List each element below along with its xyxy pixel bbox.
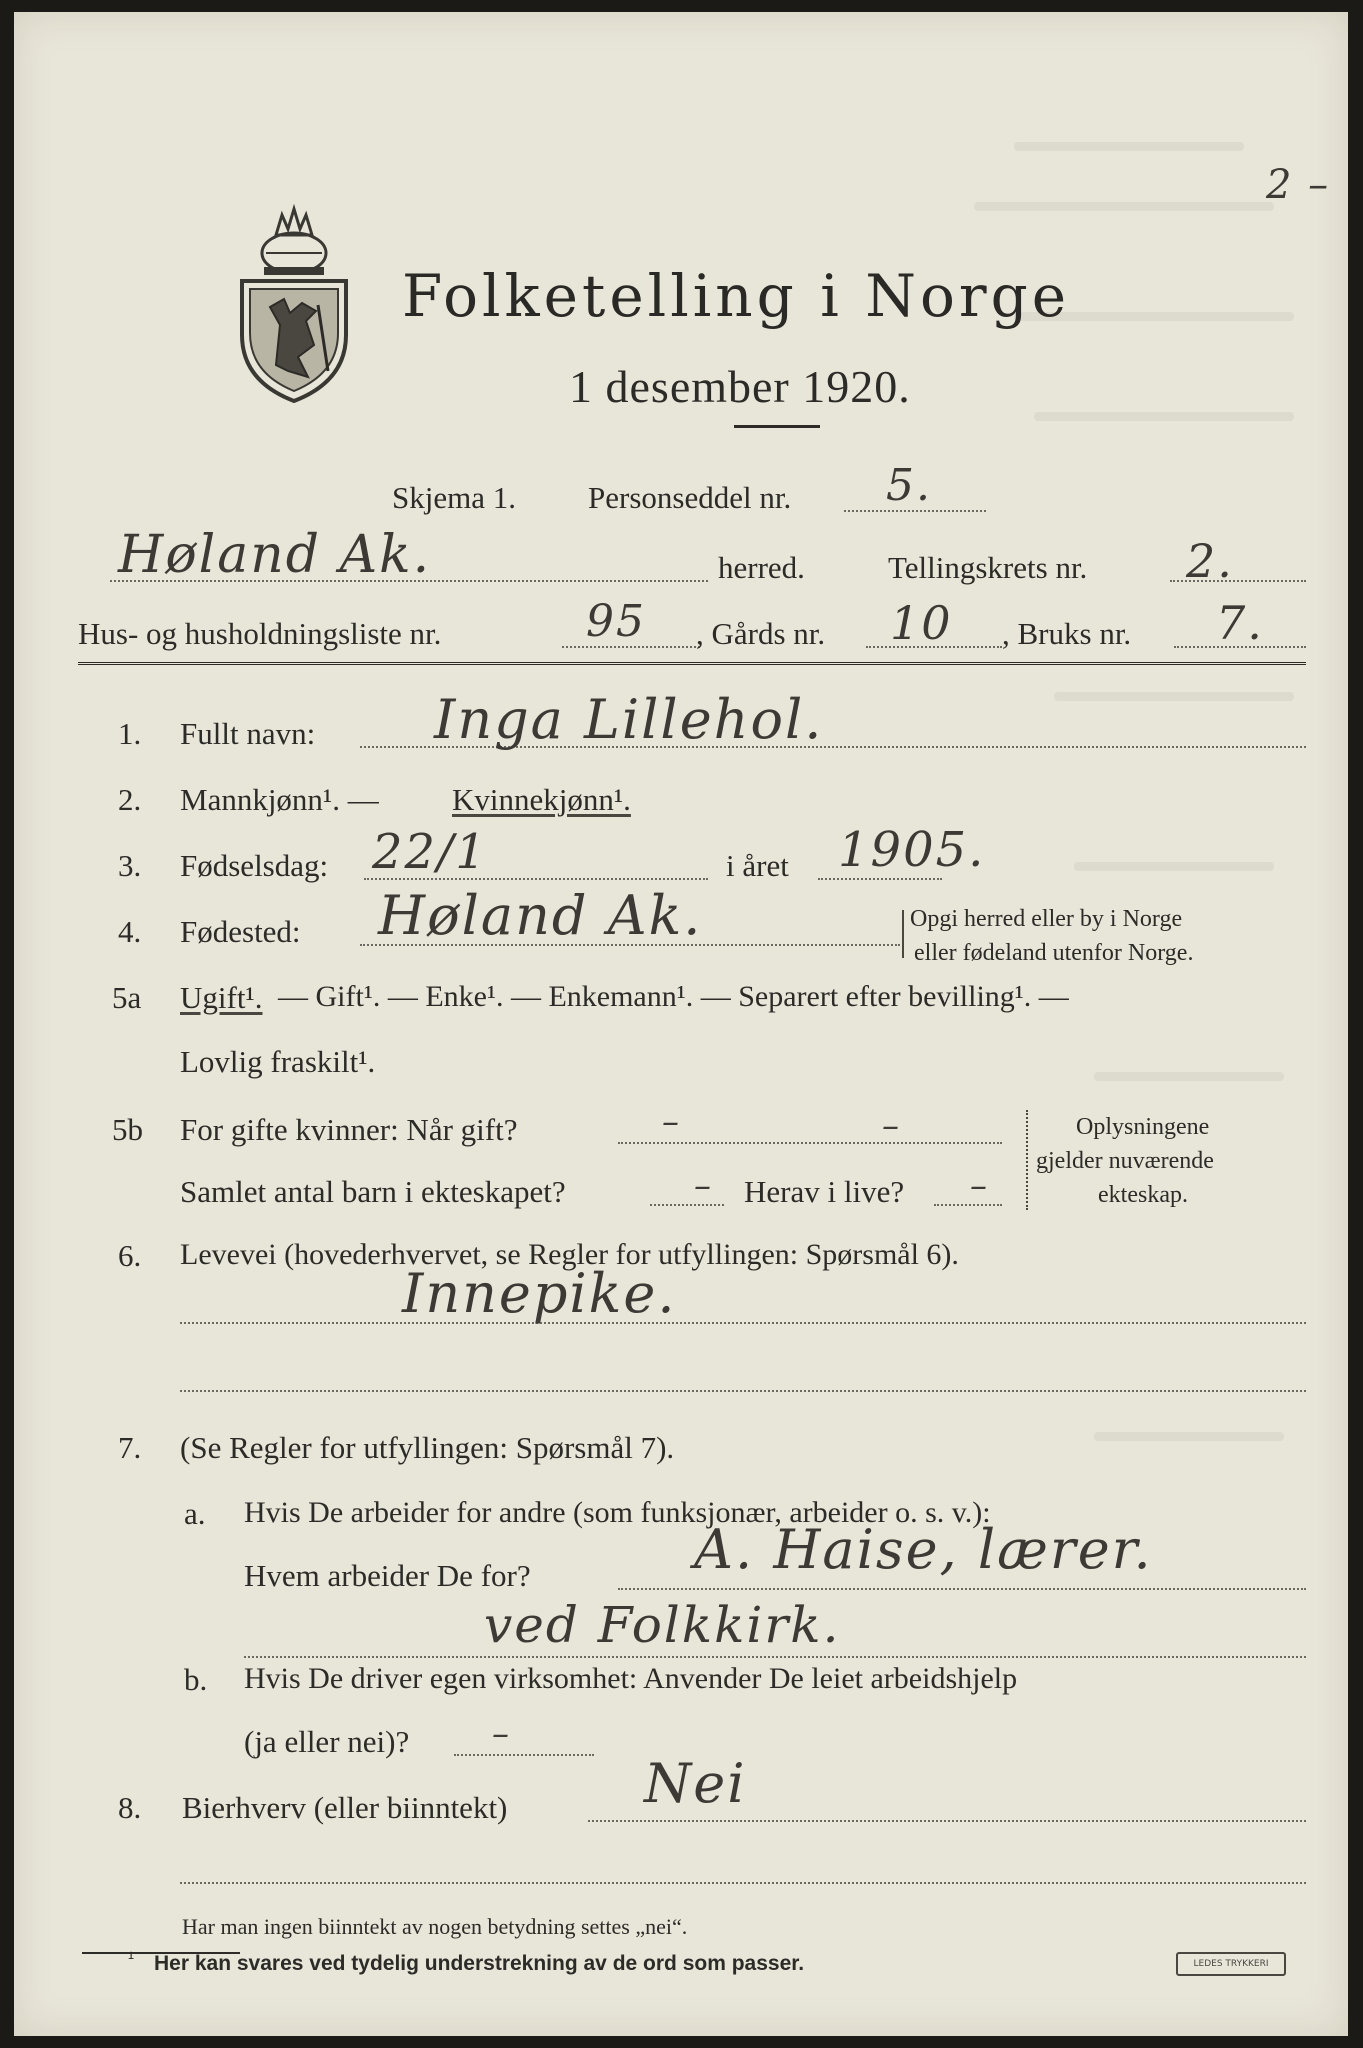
personseddel-label: Personseddel nr.	[588, 480, 792, 515]
q7-number: 7.	[118, 1430, 142, 1465]
hired-help-value: –	[492, 1714, 511, 1754]
birthday-value: 22/1	[372, 824, 488, 880]
employer-line-2	[244, 1656, 1306, 1658]
q1-number: 1.	[118, 716, 142, 751]
side-income-line-2	[180, 1882, 1306, 1884]
printer-stamp-text: LEDES TRYKKERI	[1193, 1959, 1269, 1969]
children-value: –	[694, 1166, 713, 1206]
q8-number: 8.	[118, 1790, 142, 1825]
bruks-label: , Bruks nr.	[1002, 616, 1132, 651]
q5b-children-label: Samlet antal barn i ekteskapet?	[180, 1174, 566, 1209]
marital-ugift-wrap	[180, 980, 262, 1016]
form-title: Folketelling i Norge	[402, 262, 1071, 330]
no-income-note: Har man ingen biinntekt av nogen betydning settes „nei“.	[182, 1914, 688, 1939]
q5b-side-note-3: ekteskap.	[1098, 1182, 1188, 1208]
q6-number: 6.	[118, 1238, 142, 1273]
occupation-value: Innepike.	[402, 1262, 677, 1325]
marital-other-options: — Gift¹. — Enke¹. — Enkemann¹. — Separert efter bevilling¹. —	[278, 980, 1069, 1013]
q7-label: (Se Regler for utfyllingen: Spørsmål 7).	[180, 1430, 675, 1465]
employer-line	[618, 1588, 1306, 1590]
q7b-question: (ja eller nei)?	[244, 1724, 410, 1759]
married-when-value-2: –	[882, 1106, 901, 1146]
employer-value: A. Haise, lærer.	[694, 1518, 1153, 1581]
q5b-alive-label: Herav i live?	[744, 1174, 905, 1209]
birthplace-hint-1: Opgi herred eller by i Norge	[910, 906, 1183, 932]
herred-label: herred.	[718, 550, 805, 585]
gender-female-wrap	[452, 782, 631, 818]
q5b-married-label: For gifte kvinner: Når gift?	[180, 1112, 518, 1147]
hus-label: Hus- og husholdningsliste nr.	[78, 616, 442, 651]
birthplace-hint-brace	[902, 910, 904, 958]
alive-line	[934, 1204, 1002, 1206]
tellingskrets-value: 2.	[1186, 534, 1234, 588]
q7a-question: Hvem arbeider De for?	[244, 1558, 531, 1593]
side-income-line	[588, 1820, 1306, 1822]
q1-label: Fullt navn:	[180, 716, 316, 751]
q3-label: Fødselsdag:	[180, 848, 329, 883]
alive-value: –	[970, 1166, 989, 1206]
occupation-line	[180, 1322, 1306, 1324]
corner-mark: 2 –	[1266, 162, 1331, 208]
q7a-label: Hvis De arbeider for andre (som funksjonær, arbeider o. s. v.):	[244, 1496, 991, 1529]
q5b-side-note-1: Oplysningene	[1076, 1114, 1210, 1140]
q5b-side-brace	[1026, 1110, 1028, 1210]
year-label: i året	[726, 848, 789, 883]
title-divider	[734, 425, 820, 428]
q6-label: Levevei (hovederhvervet, se Regler for utfyllingen: Spørsmål 6).	[180, 1238, 959, 1271]
q5b-side-note-2: gjelder nuværende	[1036, 1148, 1214, 1174]
q7a-letter: a.	[184, 1496, 206, 1531]
marital-ugift-option: Ugift¹.	[180, 980, 263, 1015]
q4-label: Fødested:	[180, 914, 301, 949]
hus-value: 95	[586, 596, 646, 647]
q7b-label: Hvis De driver egen virksomhet: Anvender De leiet arbeidshjelp	[244, 1662, 1018, 1695]
tellingskrets-label: Tellingskrets nr.	[888, 550, 1088, 585]
birthplace-hint-2: eller fødeland utenfor Norge.	[914, 940, 1194, 966]
skjema-label: Skjema 1.	[392, 480, 516, 515]
coat-of-arms-icon	[236, 195, 352, 405]
q5a-number: 5a	[112, 980, 142, 1015]
header-separator	[78, 662, 1306, 665]
footnote-text: Her kan svares ved tydelig understrekning av de ord som passer.	[154, 1952, 805, 1975]
q5b-number: 5b	[112, 1112, 143, 1147]
birthplace-value: Høland Ak.	[378, 884, 703, 947]
employer-value-2: ved Folkkirk.	[484, 1596, 841, 1654]
gards-value: 10	[890, 596, 953, 650]
bruks-value: 7.	[1216, 596, 1264, 650]
married-when-value: –	[662, 1102, 681, 1142]
birth-year-value: 1905.	[838, 822, 986, 878]
hired-help-line	[454, 1754, 594, 1756]
married-when-line	[618, 1142, 1002, 1144]
q3-number: 3.	[118, 848, 142, 883]
gards-label: , Gårds nr.	[696, 616, 826, 651]
gender-female-option: Kvinnekjønn¹.	[452, 782, 631, 817]
year-line	[818, 878, 942, 880]
q8-label: Bierhverv (eller biinntekt)	[182, 1790, 508, 1825]
personseddel-value: 5.	[886, 460, 932, 511]
occupation-line-2	[180, 1390, 1306, 1392]
census-date: 1 desember 1920.	[569, 361, 911, 412]
gender-male-option: Mannkjønn¹. —	[180, 782, 379, 817]
census-form-page	[14, 12, 1348, 2036]
marital-fraskilt-option: Lovlig fraskilt¹.	[180, 1044, 376, 1079]
q4-number: 4.	[118, 914, 142, 949]
herred-value: Høland Ak.	[118, 525, 432, 585]
printer-stamp	[1176, 1952, 1286, 1976]
q2-number: 2.	[118, 782, 142, 817]
side-income-value: Nei	[644, 1752, 747, 1815]
full-name-value: Inga Lillehol.	[434, 688, 824, 751]
q7b-letter: b.	[184, 1662, 208, 1697]
footnote-mark: ¹	[128, 1948, 134, 1968]
